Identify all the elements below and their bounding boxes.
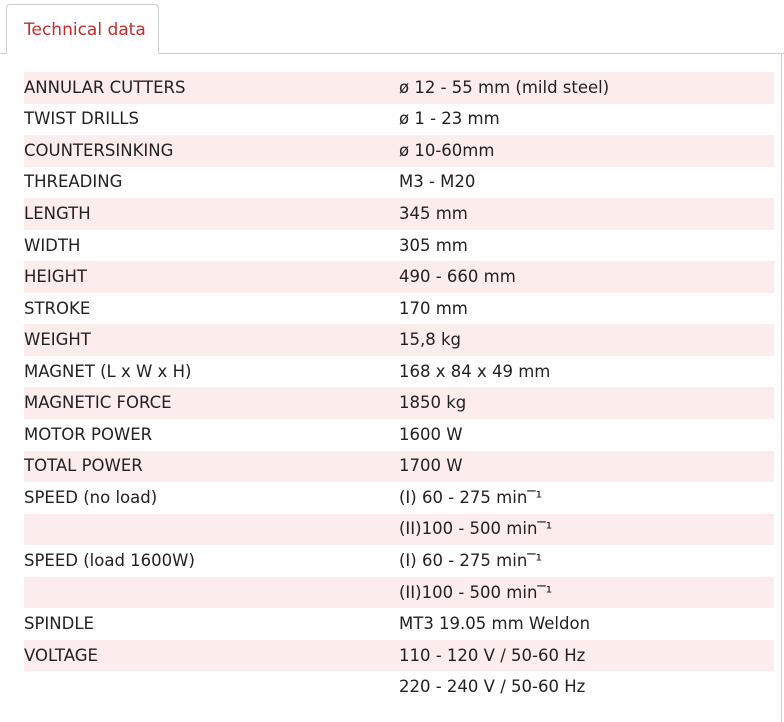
table-row xyxy=(24,514,774,546)
table-row xyxy=(24,261,774,293)
spec-label xyxy=(24,671,399,703)
table-row xyxy=(24,324,774,356)
table-row xyxy=(24,482,774,514)
spec-label: COUNTERSINKING xyxy=(24,135,399,167)
spec-value: ø 10-60mm xyxy=(399,135,774,167)
table-row xyxy=(24,577,774,609)
table-row xyxy=(24,356,774,388)
spec-value: (I) 60 - 275 min‾¹ xyxy=(399,545,774,577)
spec-value: ø 1 - 23 mm xyxy=(399,104,774,136)
table-row xyxy=(24,167,774,199)
spec-value: 1600 W xyxy=(399,419,774,451)
spec-label: THREADING xyxy=(24,167,399,199)
spec-value: 490 - 660 mm xyxy=(399,261,774,293)
table-row xyxy=(24,104,774,136)
spec-value: (I) 60 - 275 min‾¹ xyxy=(399,482,774,514)
table-row xyxy=(24,293,774,325)
tab-label: Technical data xyxy=(24,20,146,40)
table-row xyxy=(24,671,774,703)
spec-label xyxy=(24,514,399,546)
spec-label: STROKE xyxy=(24,293,399,325)
spec-value: 305 mm xyxy=(399,230,774,262)
technical-data-table xyxy=(24,72,774,703)
spec-value: M3 - M20 xyxy=(399,167,774,199)
table-row xyxy=(24,608,774,640)
table-row xyxy=(24,230,774,262)
spec-value: ø 12 - 55 mm (mild steel) xyxy=(399,72,774,104)
spec-label: LENGTH xyxy=(24,198,399,230)
spec-value: 220 - 240 V / 50-60 Hz xyxy=(399,671,774,703)
table-row xyxy=(24,387,774,419)
table-row xyxy=(24,72,774,104)
spec-label: SPINDLE xyxy=(24,608,399,640)
spec-value: MT3 19.05 mm Weldon xyxy=(399,608,774,640)
spec-label: TOTAL POWER xyxy=(24,451,399,483)
spec-value: (II)100 - 500 min‾¹ xyxy=(399,514,774,546)
spec-label: VOLTAGE xyxy=(24,640,399,672)
table-row xyxy=(24,419,774,451)
spec-label: MAGNET (L x W x H) xyxy=(24,356,399,388)
table-row xyxy=(24,451,774,483)
spec-label: MOTOR POWER xyxy=(24,419,399,451)
spec-label: SPEED (load 1600W) xyxy=(24,545,399,577)
spec-value: (II)100 - 500 min‾¹ xyxy=(399,577,774,609)
spec-label: HEIGHT xyxy=(24,261,399,293)
spec-value: 168 x 84 x 49 mm xyxy=(399,356,774,388)
spec-value: 110 - 120 V / 50-60 Hz xyxy=(399,640,774,672)
spec-value: 1850 kg xyxy=(399,387,774,419)
tab-technical-data[interactable] xyxy=(6,4,159,54)
spec-value: 15,8 kg xyxy=(399,324,774,356)
spec-value: 170 mm xyxy=(399,293,774,325)
spec-label: WEIGHT xyxy=(24,324,399,356)
table-row xyxy=(24,640,774,672)
table-row xyxy=(24,545,774,577)
table-row xyxy=(24,198,774,230)
spec-label: WIDTH xyxy=(24,230,399,262)
tab-bar xyxy=(0,0,784,54)
spec-label: TWIST DRILLS xyxy=(24,104,399,136)
spec-label: MAGNETIC FORCE xyxy=(24,387,399,419)
spec-label: ANNULAR CUTTERS xyxy=(24,72,399,104)
table-row xyxy=(24,135,774,167)
spec-value: 345 mm xyxy=(399,198,774,230)
spec-label xyxy=(24,577,399,609)
spec-value: 1700 W xyxy=(399,451,774,483)
spec-label: SPEED (no load) xyxy=(24,482,399,514)
